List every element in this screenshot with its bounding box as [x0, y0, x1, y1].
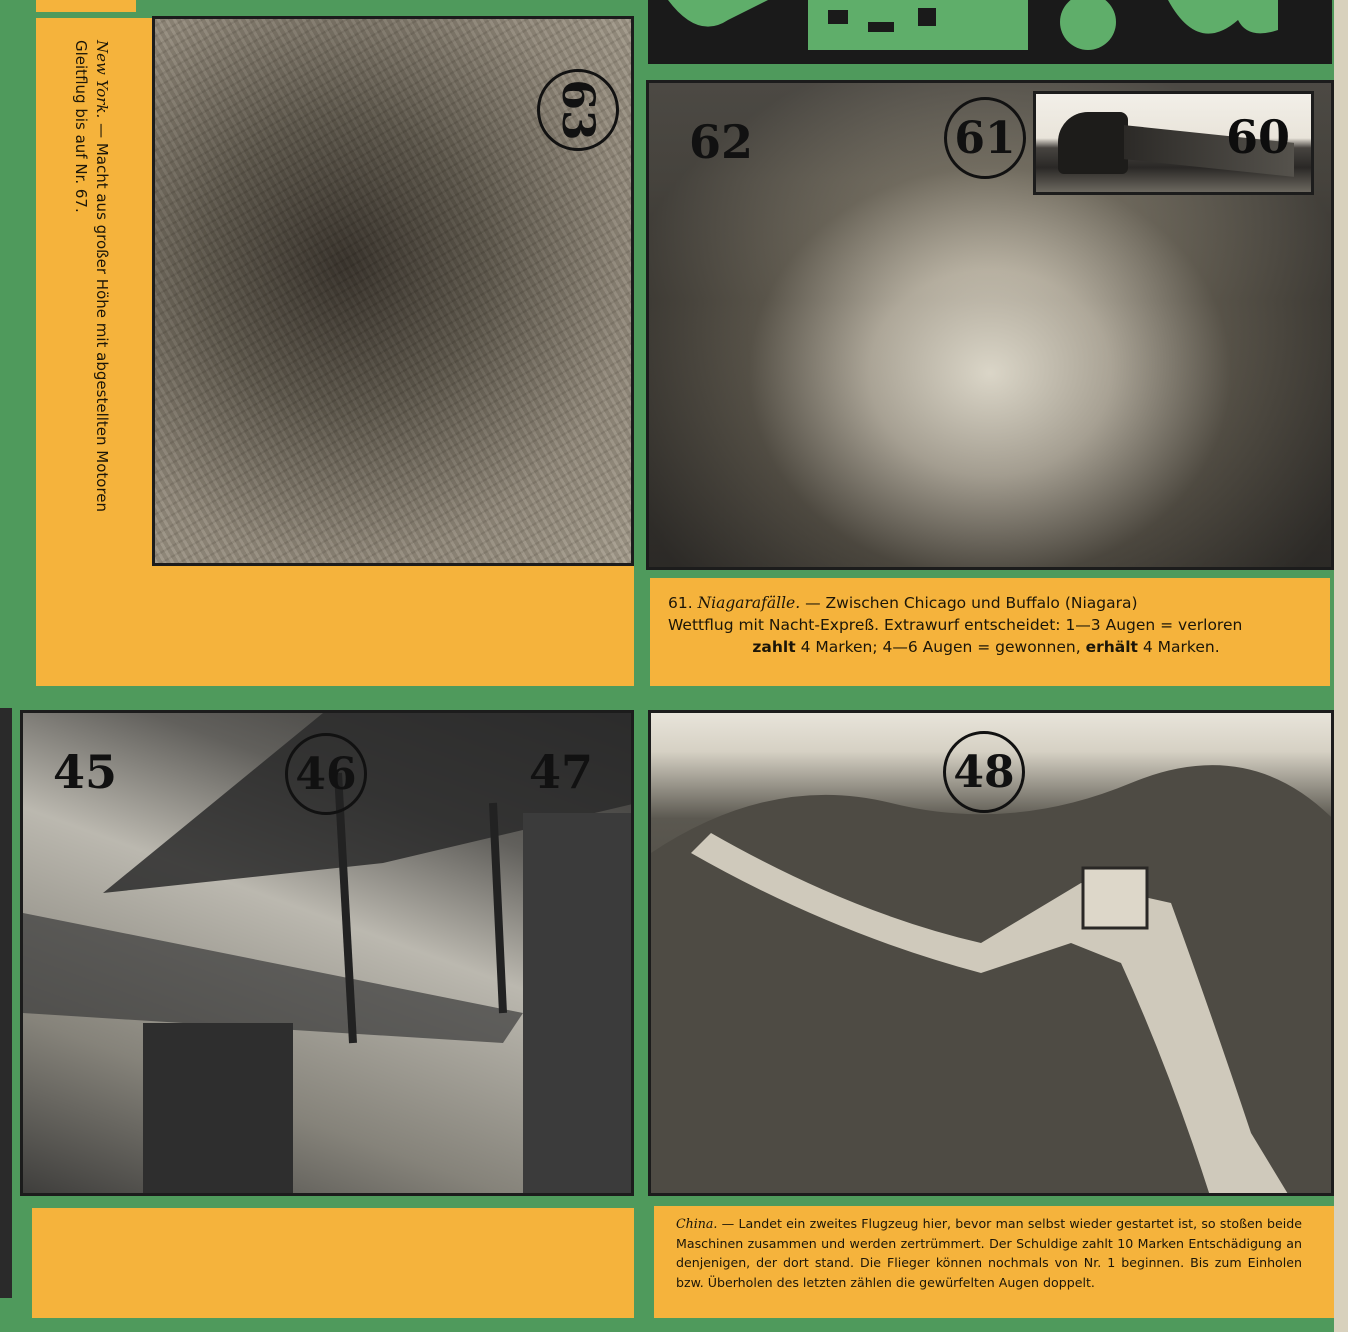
niagara-line2: Wettflug mit Nacht-Expreß. Extrawurf entscheidet: 1—3 Augen = verloren	[668, 616, 1243, 634]
china-caption	[676, 1214, 1302, 1292]
great-wall-photo	[648, 710, 1334, 1196]
new-york-left-strip	[0, 0, 22, 690]
china-title: China.	[676, 1216, 718, 1231]
niagara-number: 61.	[668, 594, 693, 612]
top-left-corner-panel	[36, 0, 136, 12]
niagara-caption	[668, 592, 1304, 658]
new-york-caption	[70, 40, 112, 580]
marker-48: 48	[943, 731, 1025, 813]
niagara-pays: zahlt	[752, 638, 796, 656]
philippines-airplane-photo	[20, 710, 634, 1196]
top-decor-banner	[648, 0, 1332, 64]
left-edge-strip	[0, 708, 12, 1298]
marker-62: 62	[689, 115, 754, 169]
philippines-caption-panel	[32, 1208, 634, 1318]
niagara-caption-line3	[668, 636, 1304, 658]
new-york-aerial-photo	[152, 16, 634, 566]
marker-46: 46	[285, 733, 367, 815]
niagara-line3-end: 4 Marken.	[1142, 638, 1220, 656]
marker-61: 61	[944, 97, 1026, 179]
china-text: — Landet ein zweites Flugzeug hier, bevor man selbst wieder gestartet ist, so stoßen beide Maschinen zusammen und werden zertrümmert. Der Schuldige zahlt 10 Marken Entschädigung an denjenigen, der dort stand. Die Flieger können nochmals von Nr. 1 beginnen. Bis zum Einholen bzw. Überholen des letzten zählen die gewürfelten Augen doppelt.	[676, 1216, 1302, 1290]
express-train-photo	[1033, 91, 1314, 195]
niagara-caption-line1	[668, 592, 1304, 614]
marker-63: 63	[537, 69, 619, 151]
marker-60: 60	[1226, 110, 1291, 164]
right-edge-strip	[1334, 0, 1348, 1332]
marker-47: 47	[529, 745, 594, 799]
new-york-title: New York.	[93, 40, 111, 119]
niagara-line1: — Zwischen Chicago und Buffalo (Niagara)	[805, 594, 1138, 612]
niagara-title: Niagarafälle.	[697, 594, 801, 612]
new-york-text: — Macht aus großer Höhe mit abgestellten Motoren Gleitflug bis auf Nr. 67.	[72, 40, 111, 513]
marker-45: 45	[53, 745, 118, 799]
niagara-gets: erhält	[1085, 638, 1138, 656]
ornament-graphic	[648, 0, 1332, 64]
niagara-line3-mid: 4 Marken; 4—6 Augen = gewonnen,	[800, 638, 1081, 656]
